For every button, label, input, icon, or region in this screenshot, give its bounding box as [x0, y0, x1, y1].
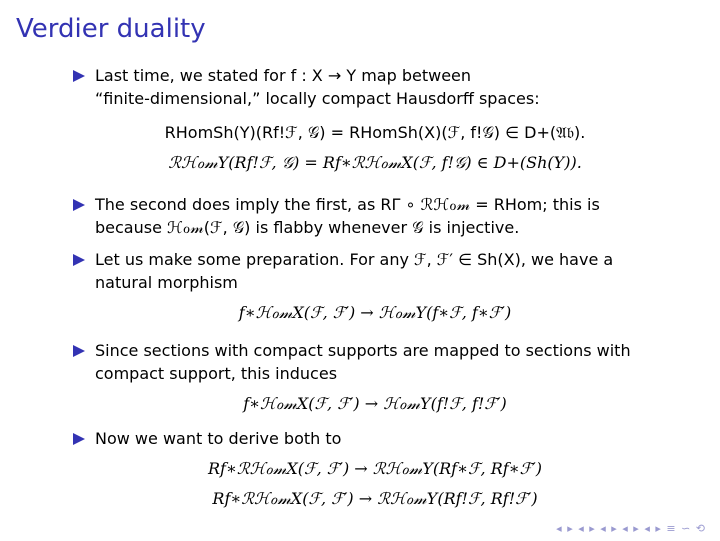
- item-1-line-1: Last time, we stated for f : X → Y map between: [95, 66, 472, 85]
- bullet-icon: [73, 254, 85, 266]
- item-4-line-1: Since sections with compact supports are mapped to sections with: [95, 341, 631, 360]
- item-3-formula-1: f∗ℋℴ𝓂X(ℱ, ℱ′) → ℋℴ𝓂Y(f∗ℱ, f∗ℱ′): [238, 303, 512, 322]
- bullet-icon: [73, 433, 85, 445]
- item-4-formula-1: f∗ℋℴ𝓂X(ℱ, ℱ′) → ℋℴ𝓂Y(f!ℱ, f!ℱ′): [243, 394, 507, 413]
- slide-title: Verdier duality: [16, 14, 206, 44]
- item-5-line-1: Now we want to derive both to: [95, 429, 342, 448]
- item-3-line-2: natural morphism: [95, 273, 238, 292]
- bullet-icon: [73, 345, 85, 357]
- item-1-line-2: “finite-dimensional,” locally compact Hausdorff spaces:: [95, 89, 540, 108]
- item-4-line-2: compact support, this induces: [95, 364, 338, 383]
- item-2-line-2: because ℋℴ𝓂(ℱ, 𝒢) is flabby whenever 𝒢 is injective.: [95, 218, 520, 237]
- item-3-line-1: Let us make some preparation. For any ℱ, ℱ′ ∈ Sh(X), we have a: [95, 250, 614, 269]
- item-1-formula-1: RHomSh(Y)(Rf!ℱ, 𝒢) = RHomSh(X)(ℱ, f!𝒢) ∈ D+(𝔄𝔟).: [164, 123, 586, 142]
- beamer-navigation-bar[interactable]: ◂ ▸ ◂ ▸ ◂ ▸ ◂ ▸ ◂ ▸ ≡ ∽ ⟲: [556, 522, 706, 535]
- bullet-icon: [73, 199, 85, 211]
- item-5-formula-2: Rf∗ℛℋℴ𝓂X(ℱ, ℱ′) → ℛℋℴ𝓂Y(Rf!ℱ, Rf!ℱ′): [212, 489, 538, 508]
- bullet-icon: [73, 70, 85, 82]
- item-1-formula-2: ℛℋℴ𝓂Y(Rf!ℱ, 𝒢) = Rf∗ℛℋℴ𝓂X(ℱ, f!𝒢) ∈ D+(Sh(Y)).: [168, 153, 582, 172]
- item-2-line-1: The second does imply the first, as RΓ ∘ ℛℋℴ𝓂 = RHom; this is: [95, 195, 600, 214]
- item-5-formula-1: Rf∗ℛℋℴ𝓂X(ℱ, ℱ′) → ℛℋℴ𝓂Y(Rf∗ℱ, Rf∗ℱ′): [207, 459, 543, 478]
